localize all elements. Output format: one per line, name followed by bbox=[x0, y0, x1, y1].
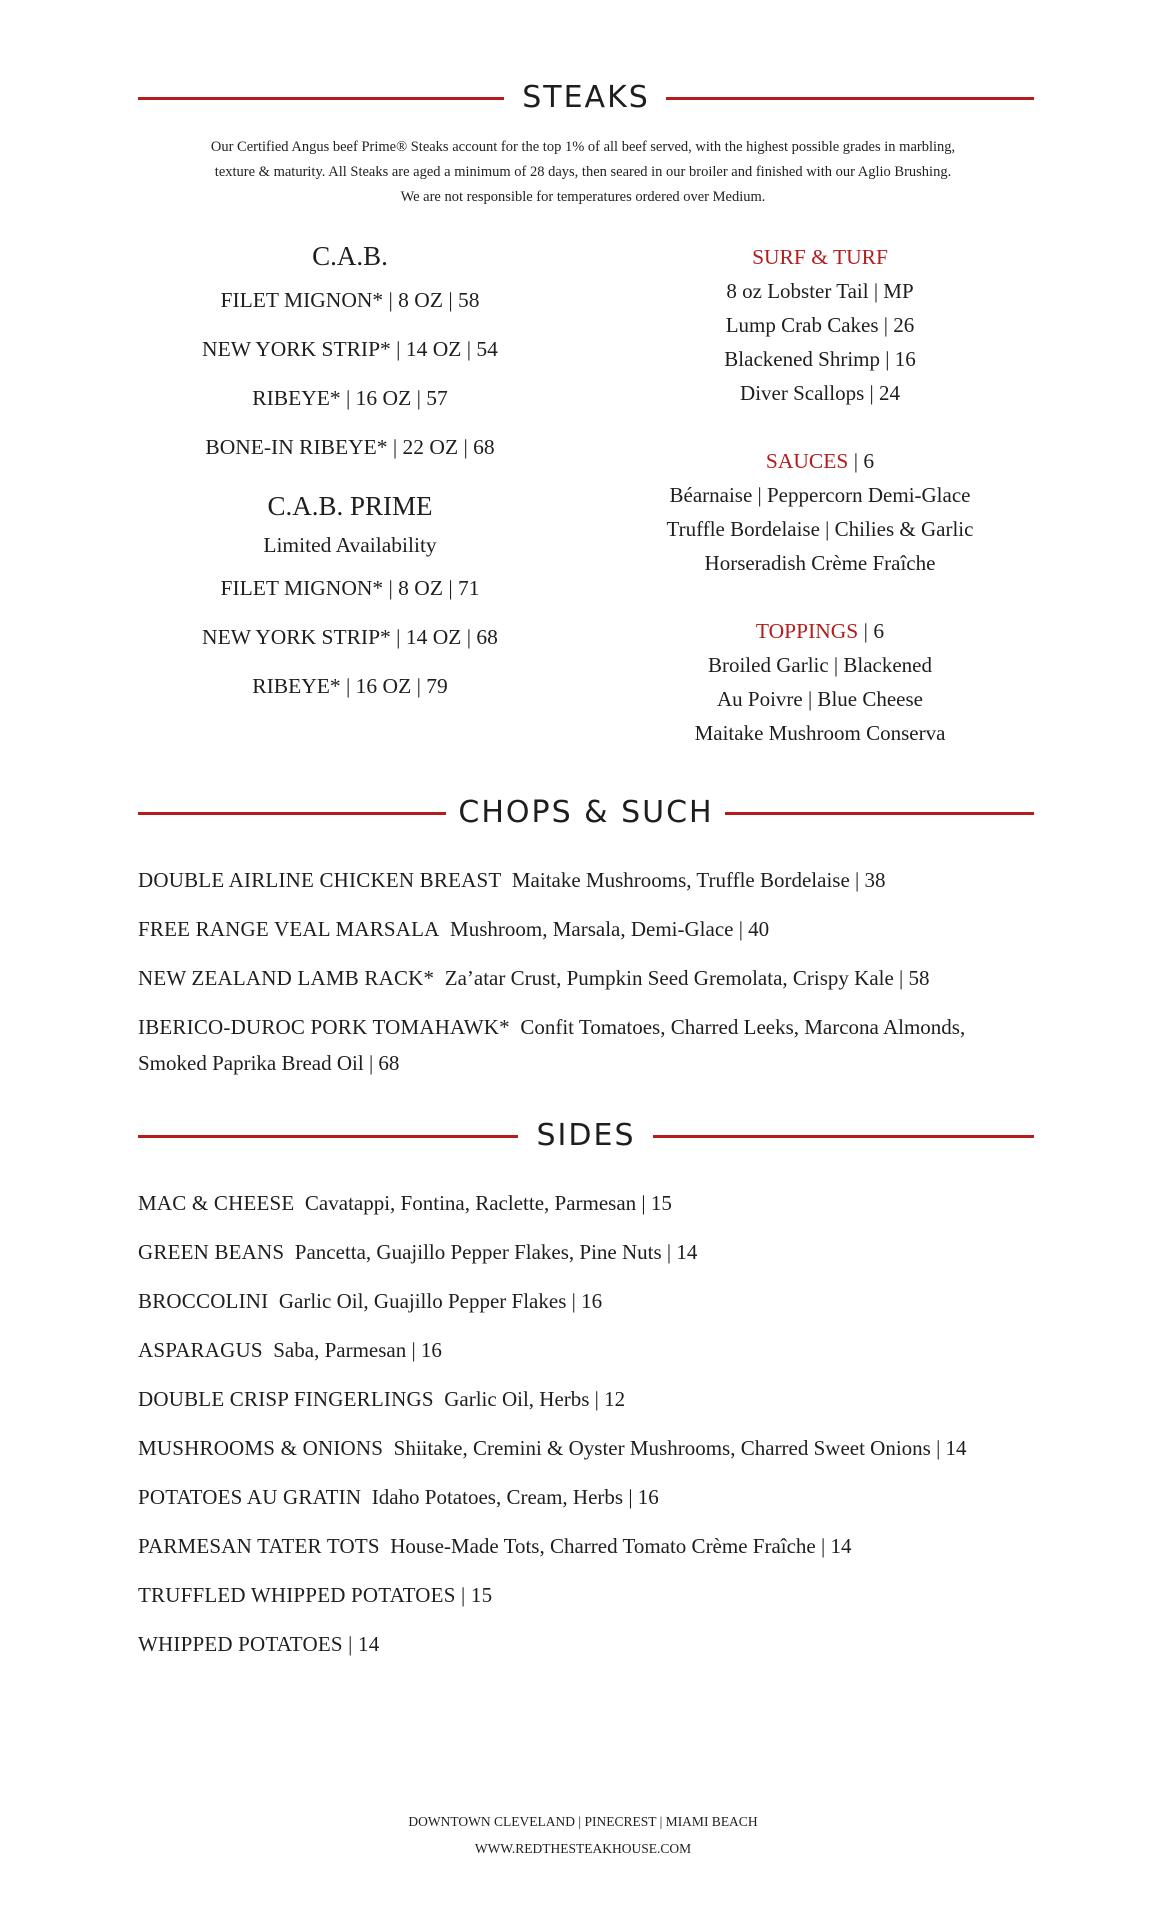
item-desc: Mushroom, Marsala, Demi-Glace | 40 bbox=[450, 917, 770, 941]
menu-item: NEW YORK STRIP* | 14 OZ | 54 bbox=[202, 337, 498, 361]
menu-item: Lump Crab Cakes | 26 bbox=[725, 313, 915, 337]
sides-header bbox=[138, 1116, 1034, 1156]
list-item bbox=[138, 1185, 1038, 1221]
list-item bbox=[138, 1009, 1018, 1081]
surf-turf-title: SURF & TURF bbox=[752, 245, 888, 269]
item-desc: Garlic Oil, Herbs | 12 bbox=[444, 1387, 626, 1411]
steaks-left-column bbox=[150, 236, 550, 711]
menu-item: RIBEYE* | 16 OZ | 79 bbox=[252, 674, 448, 698]
menu-item: 8 oz Lobster Tail | MP bbox=[726, 279, 914, 303]
sides-heading: SIDES bbox=[536, 1118, 636, 1153]
item-desc: Garlic Oil, Guajillo Pepper Flakes | 16 bbox=[278, 1289, 603, 1313]
intro-line: We are not responsible for temperatures ordered over Medium. bbox=[400, 189, 766, 205]
item-desc: House-Made Tots, Charred Tomato Crème Fraîche | 14 bbox=[390, 1534, 852, 1558]
menu-item: FILET MIGNON* | 8 OZ | 58 bbox=[220, 288, 480, 312]
list-item bbox=[138, 1528, 1038, 1564]
list-item bbox=[138, 960, 1038, 996]
menu-item: RIBEYE* | 16 OZ | 57 bbox=[252, 386, 448, 410]
steaks-intro bbox=[160, 135, 1006, 210]
item-desc: Za’atar Crust, Pumpkin Seed Gremolata, Crispy Kale | 58 bbox=[444, 966, 930, 990]
sauces-title: SAUCES bbox=[765, 449, 849, 473]
sauces-price: | 6 bbox=[848, 449, 875, 473]
menu-item: Béarnaise | Peppercorn Demi-Glace bbox=[669, 483, 971, 507]
intro-line: texture & maturity. All Steaks are aged a minimum of 28 days, then seared in our broiler and finished with our Aglio Brushing. bbox=[214, 164, 952, 180]
item-name: FREE RANGE VEAL MARSALA bbox=[138, 917, 440, 941]
steaks-heading: STEAKS bbox=[522, 80, 650, 115]
item-desc: Shiitake, Cremini & Oyster Mushrooms, Charred Sweet Onions | 14 bbox=[393, 1436, 967, 1460]
item-desc: Confit Tomatoes, Charred Leeks, Marcona Almonds, Smoked Paprika Bread Oil | 68 bbox=[138, 1015, 966, 1075]
list-item bbox=[138, 1430, 1038, 1466]
item-name: GREEN BEANS bbox=[138, 1240, 285, 1264]
toppings-title: TOPPINGS bbox=[755, 619, 859, 643]
item-desc: Idaho Potatoes, Cream, Herbs | 16 bbox=[371, 1485, 659, 1509]
intro-line: Our Certified Angus beef Prime® Steaks account for the top 1% of all beef served, with the highest possible grades in marbling, bbox=[210, 139, 956, 155]
item-name: DOUBLE AIRLINE CHICKEN BREAST bbox=[138, 868, 502, 892]
footer-locations: DOWNTOWN CLEVELAND | PINECREST | MIAMI BEACH bbox=[408, 1814, 758, 1829]
cab-prime-note: Limited Availability bbox=[263, 533, 437, 557]
list-item bbox=[138, 1332, 1038, 1368]
list-item bbox=[138, 1626, 1038, 1662]
sides-list bbox=[138, 1185, 1038, 1675]
list-item bbox=[138, 1381, 1038, 1417]
chops-header bbox=[138, 793, 1034, 833]
list-item bbox=[138, 1234, 1038, 1270]
cab-prime-title: C.A.B. PRIME bbox=[267, 491, 433, 521]
list-item bbox=[138, 1577, 1038, 1613]
item-name: MAC & CHEESE bbox=[138, 1191, 295, 1215]
toppings-title-row bbox=[620, 614, 1020, 648]
sauces-title-row bbox=[620, 444, 1020, 478]
menu-item: Blackened Shrimp | 16 bbox=[724, 347, 916, 371]
footer-website: WWW.REDTHESTEAKHOUSE.COM bbox=[474, 1841, 692, 1856]
item-name: TRUFFLED WHIPPED POTATOES | 15 bbox=[138, 1583, 493, 1607]
item-name: ASPARAGUS bbox=[138, 1338, 263, 1362]
list-item bbox=[138, 911, 1038, 947]
item-desc: Pancetta, Guajillo Pepper Flakes, Pine Nuts | 14 bbox=[294, 1240, 698, 1264]
steaks-right-column bbox=[620, 240, 1020, 750]
cab-title: C.A.B. bbox=[312, 241, 388, 271]
steaks-header bbox=[138, 78, 1034, 118]
item-name: BROCCOLINI bbox=[138, 1289, 269, 1313]
item-name: NEW ZEALAND LAMB RACK* bbox=[138, 966, 435, 990]
toppings-price: | 6 bbox=[858, 619, 885, 643]
menu-item: Horseradish Crème Fraîche bbox=[704, 551, 936, 575]
menu-item: Maitake Mushroom Conserva bbox=[694, 721, 946, 745]
menu-item: Au Poivre | Blue Cheese bbox=[716, 687, 923, 711]
item-desc: Maitake Mushrooms, Truffle Bordelaise | 38 bbox=[511, 868, 886, 892]
menu-item: Broiled Garlic | Blackened bbox=[707, 653, 933, 677]
item-desc: Saba, Parmesan | 16 bbox=[273, 1338, 442, 1362]
item-name: PARMESAN TATER TOTS bbox=[138, 1534, 380, 1558]
menu-item: BONE-IN RIBEYE* | 22 OZ | 68 bbox=[205, 435, 495, 459]
list-item bbox=[138, 862, 1038, 898]
item-name: MUSHROOMS & ONIONS bbox=[138, 1436, 384, 1460]
chops-list bbox=[138, 862, 1038, 1094]
item-name: IBERICO-DUROC PORK TOMAHAWK* bbox=[138, 1015, 510, 1039]
list-item bbox=[138, 1283, 1038, 1319]
item-name: DOUBLE CRISP FINGERLINGS bbox=[138, 1387, 434, 1411]
menu-item: NEW YORK STRIP* | 14 OZ | 68 bbox=[202, 625, 498, 649]
list-item bbox=[138, 1479, 1038, 1515]
chops-heading: CHOPS & SUCH bbox=[458, 795, 714, 830]
menu-item: Diver Scallops | 24 bbox=[740, 381, 900, 405]
menu-item: Truffle Bordelaise | Chilies & Garlic bbox=[666, 517, 974, 541]
item-name: WHIPPED POTATOES | 14 bbox=[138, 1632, 380, 1656]
footer bbox=[0, 1808, 1166, 1862]
menu-item: FILET MIGNON* | 8 OZ | 71 bbox=[220, 576, 480, 600]
item-name: POTATOES AU GRATIN bbox=[138, 1485, 362, 1509]
item-desc: Cavatappi, Fontina, Raclette, Parmesan | 15 bbox=[304, 1191, 672, 1215]
